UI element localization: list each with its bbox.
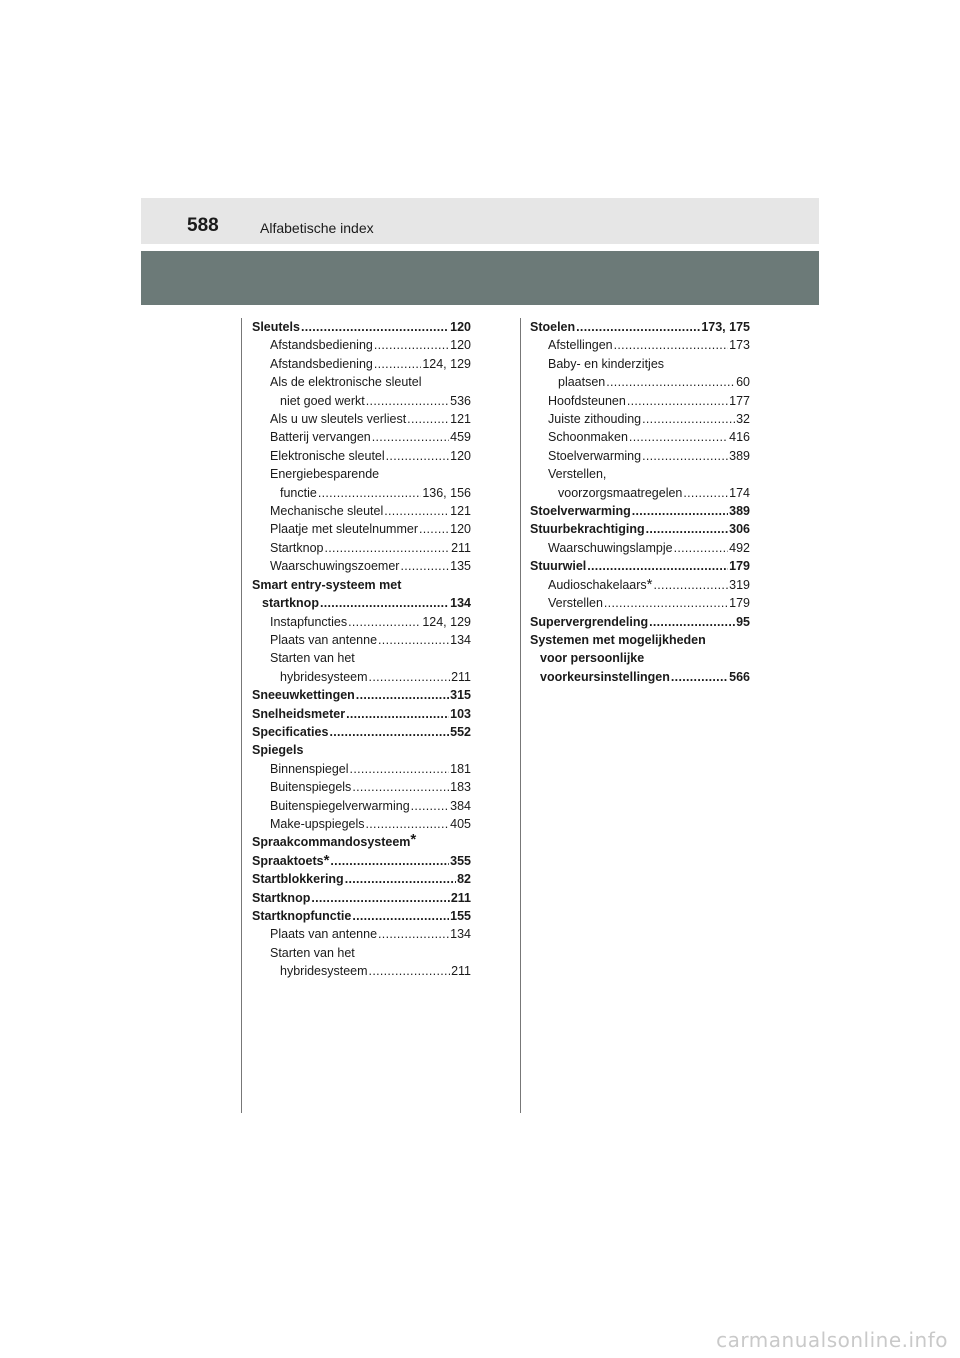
index-entry[interactable]: voorkeursinstellingen ..... 566 [530,668,750,686]
index-subentry[interactable]: Binnenspiegel ..... 181 [252,760,471,778]
index-subentry[interactable]: Elektronische sleutel ..... 120 [252,447,471,465]
index-subentry[interactable]: Plaats van antenne ..... 134 [252,925,471,943]
index-entry[interactable]: Startknop ..... 211 [252,889,471,907]
index-entry[interactable]: Sleutels ..... 120 [252,318,471,336]
index-subentry[interactable]: Als u uw sleutels verliest ..... 121 [252,410,471,428]
index-entry[interactable]: Stuurwiel ..... 179 [530,557,750,575]
index-entry[interactable]: Sneeuwkettingen ..... 315 [252,686,471,704]
index-subentry[interactable]: Plaatje met sleutelnummer ..... 120 [252,520,471,538]
index-subentry[interactable]: Schoonmaken ..... 416 [530,428,750,446]
index-subentry-text: Als de elektronische sleutel [270,375,422,390]
index-entry[interactable]: Startblokkering ..... 82 [252,870,471,888]
index-subentry-text: Verstellen, [548,467,607,482]
index-subentry[interactable]: Waarschuwingszoemer ..... 135 [252,557,471,575]
section-color-band [141,251,819,305]
index-entry-text: Smart entry-systeem met [252,577,402,592]
index-subentry[interactable]: Instapfuncties ..... 124, 129 [252,613,471,631]
index-entry[interactable]: Specificaties ..... 552 [252,723,471,741]
index-subentry[interactable]: Hoofdsteunen ..... 177 [530,392,750,410]
index-subentry[interactable]: Batterij vervangen ..... 459 [252,428,471,446]
index-subentry[interactable]: Afstandsbediening ..... 124, 129 [252,355,471,373]
watermark-logo: carmanualsonline.info [716,1328,948,1352]
footnote-star: * [410,831,417,849]
column-divider-middle [520,318,521,1113]
index-subentry[interactable]: Audioschakelaars * ..... 319 [530,576,750,594]
index-subentry-text: Energiebesparende [270,467,380,482]
index-entry[interactable]: startknop ..... 134 [252,594,471,612]
index-entry-text: Systemen met mogelijkheden [530,632,706,647]
index-subentry[interactable]: voorzorgsmaatregelen ..... 174 [530,484,750,502]
index-entry[interactable]: Stoelverwarming ..... 389 [530,502,750,520]
index-subentry[interactable]: Stoelverwarming ..... 389 [530,447,750,465]
index-subentry[interactable]: niet goed werkt ..... 536 [252,392,471,410]
index-subentry[interactable]: Plaats van antenne ..... 134 [252,631,471,649]
index-entry-text: voor persoonlijke [540,651,645,666]
index-entry-text: Spiegels [252,743,304,758]
index-subentry[interactable]: Waarschuwingslampje ..... 492 [530,539,750,557]
index-entry-text: Spraakcommandosysteem* [252,831,417,850]
index-entry[interactable]: Supervergrendeling ..... 95 [530,613,750,631]
header-band [141,198,819,244]
column-divider-left [241,318,242,1113]
index-subentry[interactable]: Afstandsbediening ..... 120 [252,336,471,354]
index-subentry-text: Starten van het [270,945,355,960]
index-entry[interactable]: Snelheidsmeter ..... 103 [252,705,471,723]
index-column-1 [252,318,471,981]
index-subentry[interactable]: Afstellingen ..... 173 [530,336,750,354]
section-title: Alfabetische index [260,220,374,236]
index-subentry[interactable]: Buitenspiegels ..... 183 [252,778,471,796]
index-subentry[interactable]: Make-upspiegels ..... 405 [252,815,471,833]
index-subentry-text: Baby- en kinderzitjes [548,356,665,371]
index-entry[interactable]: Startknopfunctie ..... 155 [252,907,471,925]
index-subentry[interactable]: hybridesysteem ..... 211 [252,962,471,980]
index-subentry[interactable]: plaatsen ..... 60 [530,373,750,391]
index-entry[interactable]: Stoelen ..... 173, 175 [530,318,750,336]
page-number: 588 [187,215,219,236]
index-subentry[interactable]: Verstellen ..... 179 [530,594,750,612]
index-subentry[interactable]: Juiste zithouding ..... 32 [530,410,750,428]
index-subentry[interactable]: functie ..... 136, 156 [252,484,471,502]
index-subentry[interactable]: Buitenspiegelverwarming ..... 384 [252,797,471,815]
index-column-2 [530,318,750,686]
index-subentry[interactable]: hybridesysteem ..... 211 [252,668,471,686]
index-subentry-text: Starten van het [270,651,355,666]
index-entry[interactable]: Spraaktoets * ..... 355 [252,852,471,870]
index-entry[interactable]: Stuurbekrachtiging ..... 306 [530,520,750,538]
index-subentry[interactable]: Mechanische sleutel ..... 121 [252,502,471,520]
index-subentry[interactable]: Startknop ..... 211 [252,539,471,557]
